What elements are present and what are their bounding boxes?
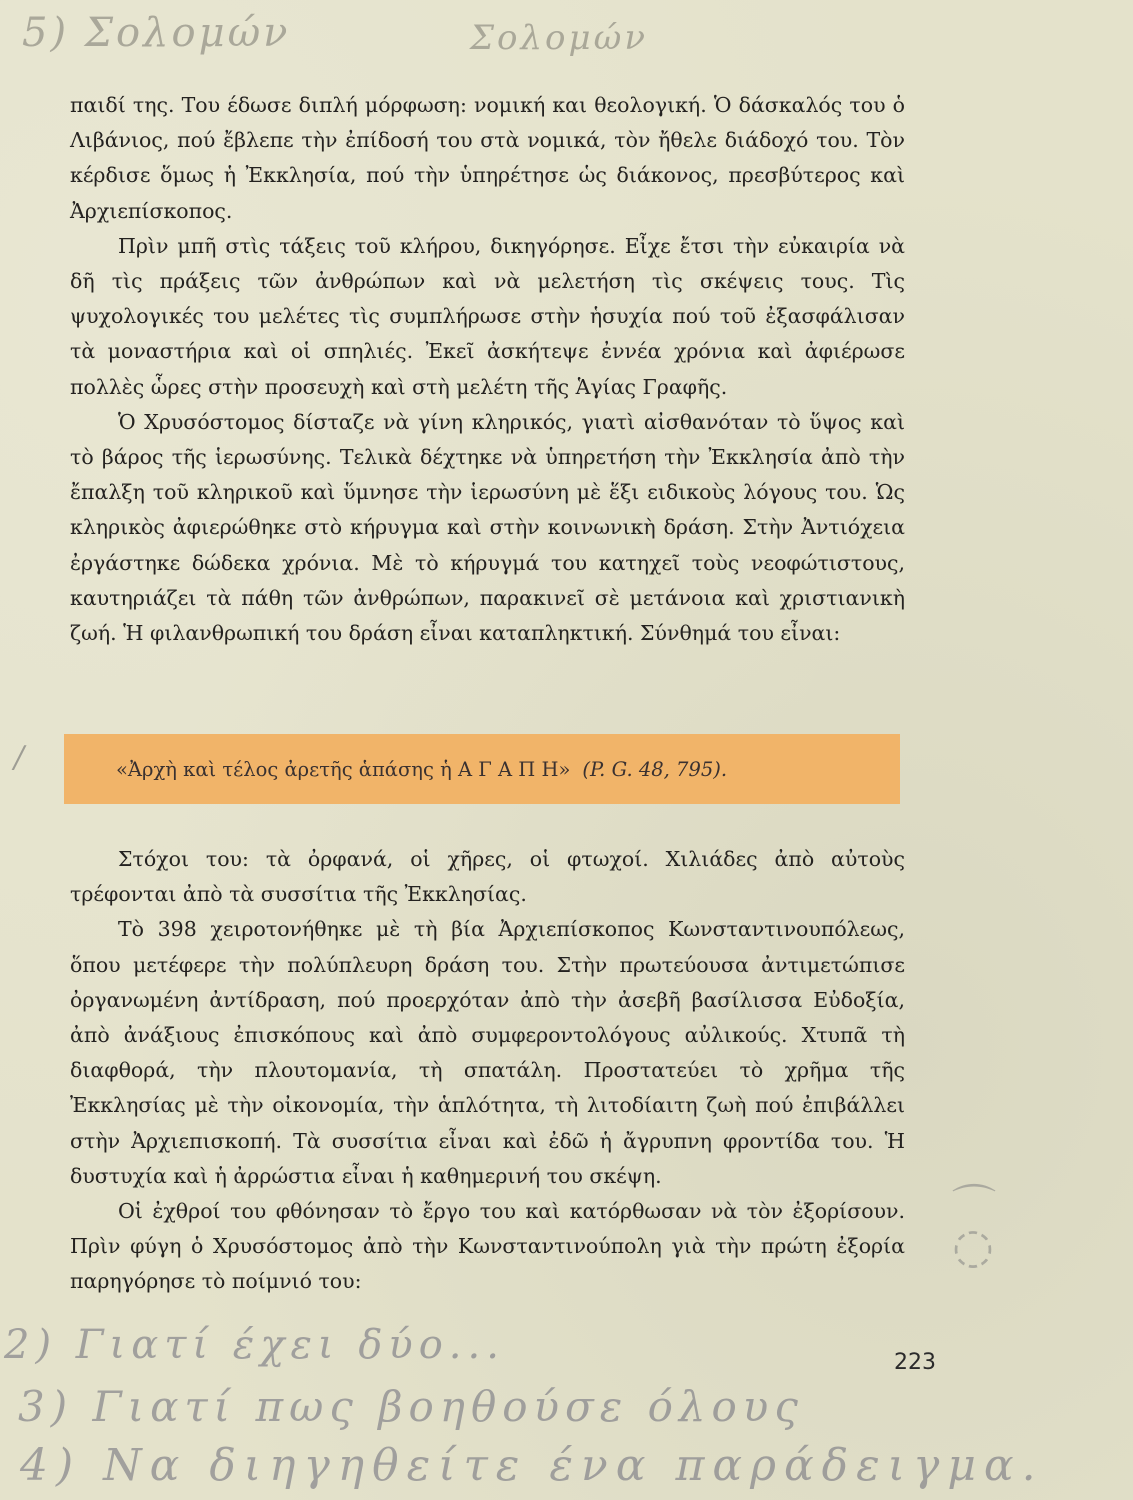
paragraph-6: Οἱ ἐχθροί του φθόνησαν τὸ ἔργο του καὶ κατόρθωσαν νὰ τὸν ἐξορίσουν. Πρὶν φύγη ὁ Χρυσόστομος ἀπὸ τὴν Κωνσταντινούπολη γιὰ τὴν πρώτη ἐξορία παρηγόρησε τὸ ποίμνιό του: <box>70 1199 905 1294</box>
paragraph-3: Ὁ Χρυσόστομος δίσταζε νὰ γίνη κληρικός, γιατὶ αἰσθανόταν τὸ ὕψος καὶ τὸ βάρος τῆς ἱερωσύνης. Τελικὰ δέχτηκε νὰ ὑπηρετήση τὴν Ἐκκλησία ἀπὸ τὴν ἔπαλξη τοῦ κληρικοῦ καὶ ὕμνησε τὴν ἱερωσύνη μὲ ἕξι ειδικοὺς λόγους του. Ὡς κληρικὸς ἀφιερώθηκε στὸ κήρυγμα καὶ στὴν κοινωνικὴ δράση. Στὴν Ἀντιόχεια ἐργάστηκε δώδεκα χρόνια. Μὲ τὸ κήρυγμά του κατηχεῖ τοὺς νεοφώτιστους, καυτηριάζει τὰ πάθη τῶν ἀνθρώπων, παρακινεῖ σὲ μετάνοια καὶ χριστιανικὴ ζωή. Ἡ φιλανθρωπική του δράση εἶναι καταπληκτική. Σύνθημά του εἶναι: <box>70 409 905 646</box>
page-number: 223 <box>894 1350 936 1375</box>
handwritten-question-3: 3) Γιατί πως βοηθούσε όλους <box>18 1382 804 1431</box>
handwritten-question-2: 2) Γιατί έχει δύο... <box>4 1322 505 1368</box>
quote-text: «Ἀρχὴ καὶ τέλος ἀρετῆς ἁπάσης ἡ Α Γ Α Π Η» <box>116 757 571 781</box>
handwritten-question-4: 4) Να διηγηθείτε ένα παράδειγμα. <box>20 1440 1044 1491</box>
quote-reference: (P. G. 48, 795). <box>582 757 728 781</box>
quote <box>116 758 727 781</box>
text-block-bottom <box>70 842 905 1300</box>
paragraph-2: Πρὶν μπῆ στὶς τάξεις τοῦ κλήρου, δικηγόρησε. Εἶχε ἔτσι τὴν εὐκαιρία νὰ δῆ τὶς πράξεις τῶν ἀνθρώπων καὶ νὰ μελετήση τὶς σκέψεις τους. Τὶς ψυχολογικές του μελέτες τὶς συμπλήρωσε στὴν ἡσυχία πού τοῦ ἐξασφάλισαν τὰ μοναστήρια καὶ οἱ σπηλιές. Ἐκεῖ ἀσκήτεψε ἐννέα χρόνια καὶ ἀφιέρωσε πολλὲς ὧρες στὴν προσευχὴ καὶ στὴ μελέτη τῆς Ἁγίας Γραφῆς. <box>70 233 905 399</box>
paragraph-1: παιδί της. Του έδωσε διπλή μόρφωση: νομική και θεολογική. Ὁ δάσκαλός του ὁ Λιβάνιος, πού ἔβλεπε τὴν ἐπίδοσή του στὰ νομικά, τὸν ἤθελε διάδοχό του. Τὸν κέρδισε ὅμως ἡ Ἐκκλησία, πού τὴν ὑπηρέτησε ὡς διάκονος, πρεσβύτερος καὶ Ἀρχιεπίσκοπος. <box>70 93 905 223</box>
paragraph-5: Τὸ 398 χειροτονήθηκε μὲ τὴ βία Ἀρχιεπίσκοπος Κωνσταντινουπόλεως, ὅπου μετέφερε τὴν πολύπλευρη δράση του. Στὴν πρωτεύουσα ἀντιμετώπισε ὀργανωμένη ἀντίδραση, πού προερχόταν ἀπὸ τὴν ἀσεβῆ βασίλισσα Εὐδοξία, ἀπὸ ἀνάξιους ἐπισκόπους καὶ ἀπὸ συμφεροντολόγους αὐλικούς. Χτυπᾶ τὴ διαφθορά, τὴν πλουτομανία, τὴ σπατάλη. Προστατεύει τὸ χρῆμα τῆς Ἐκκλησίας μὲ τὴν οἰκονομία, τὴν ἁπλότητα, τὴ λιτοδίαιτη ζωὴ πού ἐπιβάλλει στὴν Ἀρχιεπισκοπή. Τὰ συσσίτια εἶναι καὶ ἐδῶ ἡ ἄγρυπνη φροντίδα του. Ἡ δυστυχία καὶ ἡ ἀρρώστια εἶναι ἡ καθημερινή του σκέψη. <box>70 917 905 1188</box>
margin-slash-mark: / <box>14 740 25 775</box>
text-block-top <box>70 88 905 651</box>
highlighted-quote-band <box>64 734 900 804</box>
paragraph-4: Στόχοι του: τὰ ὀρφανά, οἱ χῆρες, οἱ φτωχοί. Χιλιάδες ἀπὸ αὐτοὺς τρέφονται ἀπὸ τὰ συσσίτια τῆς Ἐκκλησίας. <box>70 847 905 907</box>
handwritten-note-top-left: 5) Σολομών <box>22 10 291 56</box>
margin-circle-mark-icon: ◌ <box>952 1218 994 1274</box>
handwritten-note-top-center: Σολομών <box>470 18 649 58</box>
margin-curve-mark-icon: ⌒ <box>952 1181 996 1232</box>
